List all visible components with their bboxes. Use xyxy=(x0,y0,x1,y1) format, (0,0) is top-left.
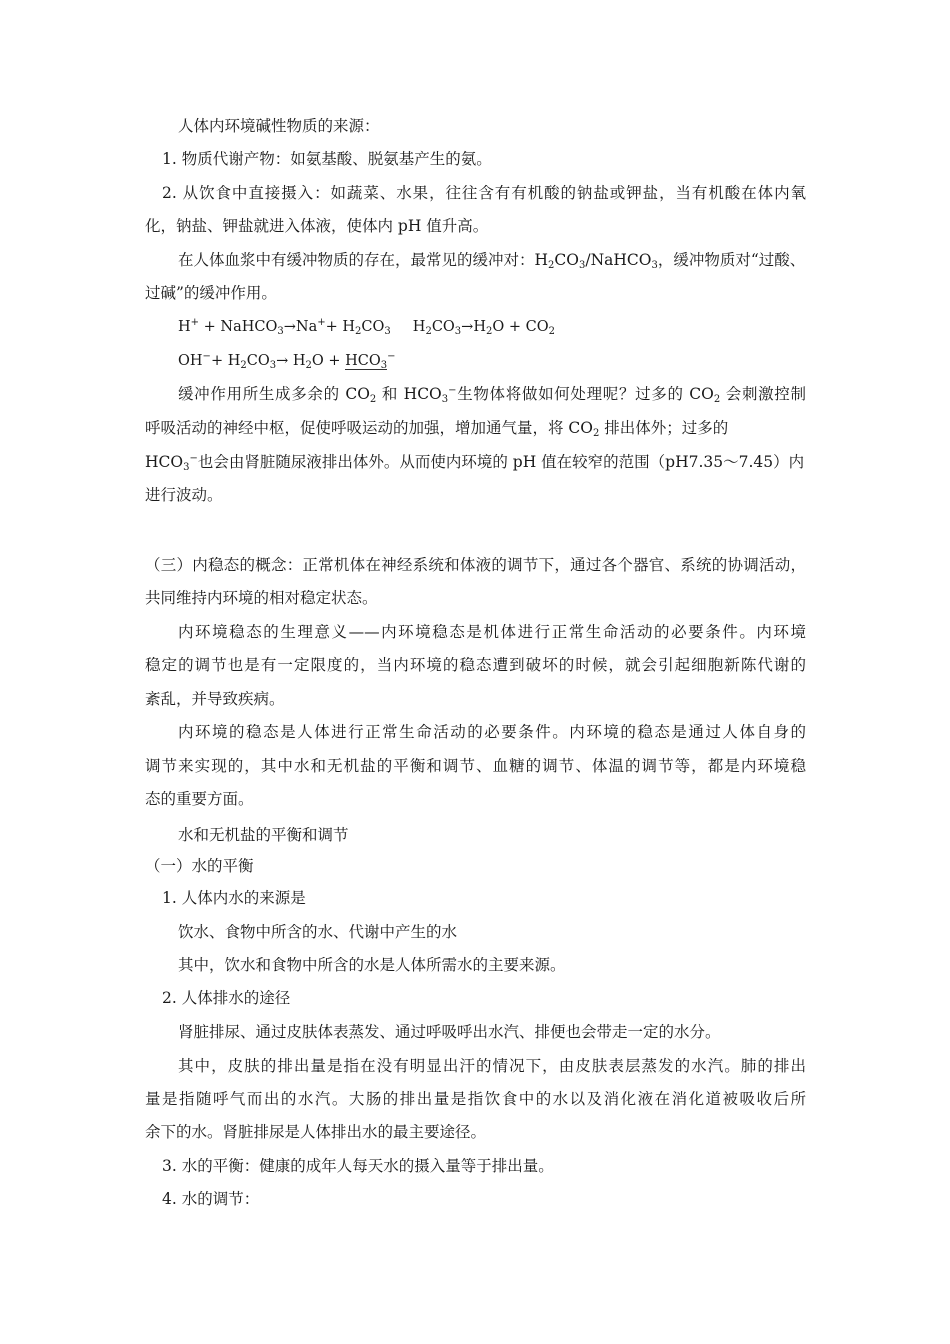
paragraph-line: 过碱”的缓冲作用。 xyxy=(145,284,277,302)
list-item: 2. 人体排水的途径 xyxy=(162,989,291,1007)
paragraph-line: 饮水、食物中所含的水、代谢中产生的水 xyxy=(178,923,458,941)
paragraph-line: 调节来实现的，其中水和无机盐的平衡和调节、血糖的调节、体温的调节等，都是内环境稳 xyxy=(145,757,806,775)
equation-1: H+ + NaHCO$_3$→Na++ $H_2CO_3$ $H_2CO_3\to H_2O + CO_2$ xyxy=(178,317,555,337)
paragraph-line: （三）内稳态的概念：正常机体在神经系统和体液的调节下，通过各个器官、系统的协调活动， xyxy=(145,556,806,574)
paragraph-line: 稳定的调节也是有一定限度的，当内环境的稳态遭到破坏的时候，就会引起细胞新陈代谢的 xyxy=(145,656,806,674)
paragraph-line: 在人体血浆中有缓冲物质的存在，最常见的缓冲对：$H_2CO_3/NaHCO_3$，缓冲物质对“过酸、 xyxy=(178,251,806,271)
section-title: 水和无机盐的平衡和调节 xyxy=(178,826,349,844)
underlined-term: $HCO_3$ xyxy=(345,353,388,371)
paragraph-line: 态的重要方面。 xyxy=(145,790,254,808)
section-heading: 人体内环境碱性物质的来源： xyxy=(178,117,380,135)
paragraph-line: 共同维持内环境的相对稳定状态。 xyxy=(145,589,378,607)
paragraph-line: 缓冲作用所生成多余的 $CO_2$ 和 $HCO_3^-$生物体将做如何处理呢？过多的 $CO_2$ 会刺激控制 xyxy=(178,385,806,405)
paragraph-line: 其中，饮水和食物中所含的水是人体所需水的主要来源。 xyxy=(178,956,566,974)
list-item: 4. 水的调节： xyxy=(162,1190,260,1208)
paragraph-line: 内环境稳态的生理意义——内环境稳态是机体进行正常生命活动的必要条件。内环境 xyxy=(178,623,806,641)
list-item: 1. 物质代谢产物：如氨基酸、脱氨基产生的氨。 xyxy=(162,150,492,168)
paragraph-line: 量是指随呼气而出的水汽。大肠的排出量是指饮食中的水以及消化液在消化道被吸收后所 xyxy=(145,1090,806,1108)
list-item: 3. 水的平衡：健康的成年人每天水的摄入量等于排出量。 xyxy=(162,1157,554,1175)
paragraph-line: $HCO_3^-$也会由肾脏随尿液排出体外。从而使内环境的 pH 值在较窄的范围（pH7.35～7.45）内 xyxy=(145,453,805,473)
paragraph-line: 内环境的稳态是人体进行正常生命活动的必要条件。内环境的稳态是通过人体自身的 xyxy=(178,723,806,741)
paragraph-line: 紊乱，并导致疾病。 xyxy=(145,690,285,708)
paragraph-line: 余下的水。肾脏排尿是人体排出水的最主要途径。 xyxy=(145,1123,487,1141)
equation-2: $OH^-+ H_2CO_3\to H_2O + HCO_3^-$ xyxy=(178,351,396,371)
subsection-heading: （一）水的平衡 xyxy=(145,857,254,875)
list-item-continued: 化，钠盐、钾盐就进入体液，使体内 pH 值升高。 xyxy=(145,217,489,235)
paragraph-line: 肾脏排尿、通过皮肤体表蒸发、通过呼吸呼出水汽、排便也会带走一定的水分。 xyxy=(178,1023,721,1041)
paragraph-line: 其中，皮肤的排出量是指在没有明显出汗的情况下，由皮肤表层蒸发的水汽。肺的排出 xyxy=(178,1057,806,1075)
list-item: 1. 人体内水的来源是 xyxy=(162,889,306,907)
paragraph-line: 呼吸活动的神经中枢，促使呼吸运动的加强，增加通气量，将 $CO_2$ 排出体外；过多的 xyxy=(145,419,729,439)
paragraph-line: 进行波动。 xyxy=(145,486,223,504)
list-item: 2. 从饮食中直接摄入：如蔬菜、水果，往往含有有机酸的钠盐或钾盐，当有机酸在体内氧 xyxy=(162,184,806,202)
